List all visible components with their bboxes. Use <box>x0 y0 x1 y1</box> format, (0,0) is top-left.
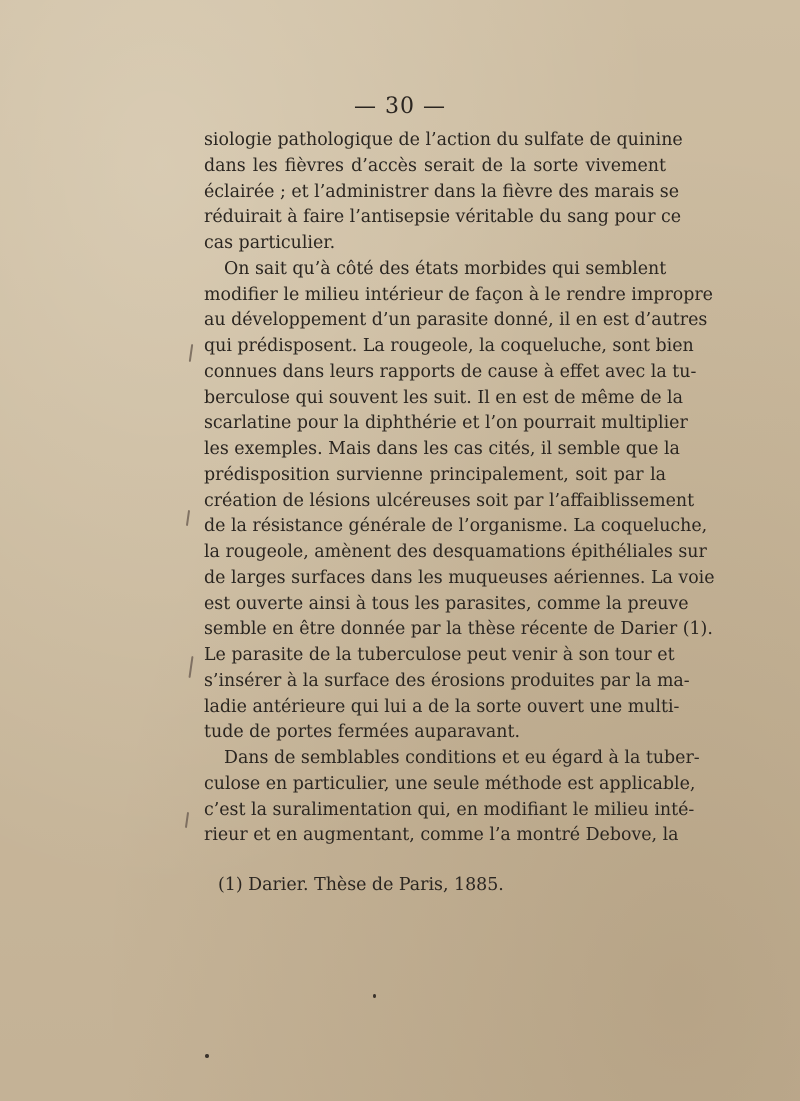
text-line: modifier le milieu intérieur de façon à le rendre impropre <box>204 284 713 305</box>
text-line: culose en particulier, une seule méthode est applicable, <box>204 773 696 794</box>
pencil-margin-mark <box>189 344 193 362</box>
body-text <box>204 128 715 849</box>
text-line: éclairée ; et l’administrer dans la fièvre des marais se <box>204 181 680 202</box>
text-line: tude de portes fermées auparavant. <box>204 722 520 743</box>
paragraph-start-line: Dans de semblables conditions et eu égard à la tuber- <box>224 748 700 768</box>
text-line: semble en être donnée par la thèse récente de Darier (1). <box>204 619 713 640</box>
text-line: c’est la suralimentation qui, en modifiant le milieu inté- <box>204 799 695 820</box>
text-line: qui prédisposent. La rougeole, la coqueluche, sont bien <box>204 336 694 356</box>
text-line: scarlatine pour la diphthérie et l’on pourrait multiplier <box>204 413 688 434</box>
text-line: siologie pathologique de l’action du sulfate de quinine <box>204 130 683 150</box>
text-line: au développement d’un parasite donné, il en est d’autres <box>204 310 708 331</box>
pencil-margin-mark <box>188 656 193 678</box>
text-line: cas particulier. <box>204 233 336 253</box>
text-line: réduirait à faire l’antisepsie véritable du sang pour ce <box>204 207 682 228</box>
footnote: (1) Darier. Thèse de Paris, 1885. <box>218 875 504 895</box>
text-line: Le parasite de la tuberculose peut venir à son tour et <box>204 645 675 665</box>
text-line: ladie antérieure qui lui a de la sorte ouvert une multi- <box>204 696 680 717</box>
text-line: berculose qui souvent les suit. Il en est de même de la <box>204 387 683 408</box>
text-line: s’insérer à la surface des érosions produites par la ma- <box>204 670 690 691</box>
ink-speck <box>373 994 376 998</box>
text-line: de larges surfaces dans les muqueuses aériennes. La voie <box>204 567 715 588</box>
text-line: la rougeole, amènent des desquamations épithéliales sur <box>204 542 707 562</box>
pencil-margin-mark <box>185 812 189 828</box>
text-line: les exemples. Mais dans les cas cités, il semble que la <box>204 439 680 459</box>
text-line: rieur et en augmentant, comme l’a montré Debove, la <box>204 825 679 846</box>
pencil-margin-mark <box>186 510 190 526</box>
text-line: est ouverte ainsi à tous les parasites, comme la preuve <box>204 593 689 614</box>
paragraph-start-line: On sait qu’à côté des états morbides qui semblent <box>224 258 667 279</box>
text-line: création de lésions ulcéreuses soit par l’affaiblissement <box>204 490 695 511</box>
page-number: — 30 — <box>354 94 446 119</box>
text-line: dans les fièvres d’accès serait de la sorte vivement <box>204 155 666 176</box>
ink-speck <box>205 1054 209 1058</box>
text-line: de la résistance générale de l’organisme. La coqueluche, <box>204 516 708 537</box>
text-line: connues dans leurs rapports de cause à effet avec la tu- <box>204 361 697 382</box>
text-line: prédisposition survienne principalement, soit par la <box>204 464 666 485</box>
